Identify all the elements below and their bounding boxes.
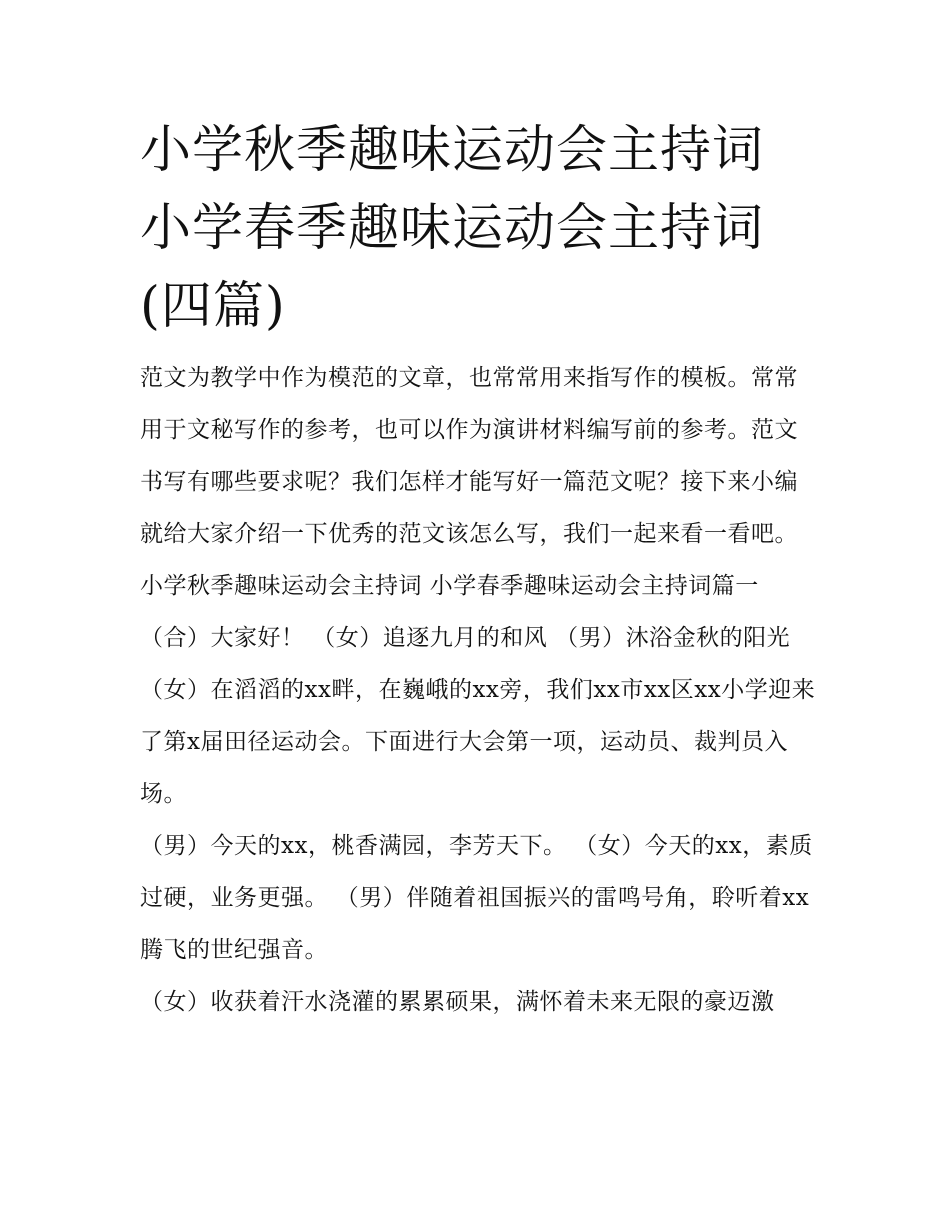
speech-paragraph: （女）收获着汗水浇灌的累累硕果，满怀着未来无限的豪迈激: [140, 989, 775, 1015]
speech-paragraph: （男）今天的xx，桃香满园，李芳天下。 （女）今天的xx，素质过硬，业务更强。 （男）伴随着祖国振兴的雷鸣号角，聆听着xx腾飞的世纪强音。: [140, 833, 813, 963]
document-title: 小学秋季趣味运动会主持词 小学春季趣味运动会主持词(四篇): [140, 121, 765, 336]
document-body: [140, 352, 816, 1028]
speech-paragraph: （合）大家好！ （女）追逐九月的和风 （男）沐浴金秋的阳光: [140, 625, 791, 651]
speech-paragraph: （女）在滔滔的xx畔，在巍峨的xx旁，我们xx市xx区xx小学迎来了第x届田径运动会。下面进行大会第一项，运动员、裁判员入场。: [140, 677, 816, 807]
intro-paragraph: 范文为教学中作为模范的文章，也常常用来指写作的模板。常常用于文秘写作的参考，也可以作为演讲材料编写前的参考。范文书写有哪些要求呢？我们怎样才能写好一篇范文呢？接下来小编就给大家介绍一下优秀的范文该怎么写，我们一起来看一看吧。: [140, 365, 798, 547]
section-heading: 小学秋季趣味运动会主持词 小学春季趣味运动会主持词篇一: [140, 573, 759, 599]
